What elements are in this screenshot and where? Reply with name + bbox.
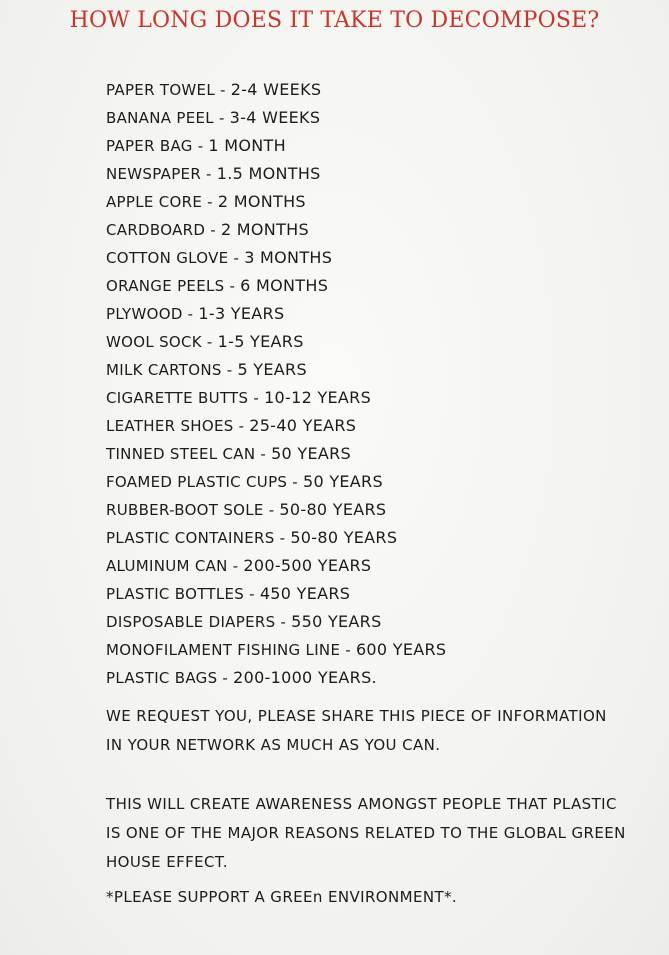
item-name: APPLE CORE [106,193,203,211]
item-duration: 6 MONTHS [240,276,329,295]
item-name: PAPER TOWEL [106,81,215,99]
item-separator: - [220,81,226,99]
list-item [106,583,446,611]
item-separator: - [222,669,229,687]
list-item [106,415,446,443]
item-name: NEWSPAPER [106,165,202,183]
item-duration: 2 MONTHS [220,220,309,239]
item-duration: 200-1000 YEARS. [233,668,377,687]
item-name: LEATHER SHOES [106,417,234,435]
item-name: RUBBER-BOOT SOLE [106,501,264,519]
item-duration: 450 YEARS [259,584,351,603]
item-separator: - [253,389,260,407]
item-duration: 50 YEARS [302,472,383,491]
item-name: DISPOSABLE DIAPERS [106,613,276,631]
item-duration: 10-12 YEARS [264,388,372,407]
item-name: ORANGE PEELS [106,277,225,295]
item-separator: - [226,361,233,379]
list-item [106,191,446,219]
item-name: PAPER BAG [106,137,193,155]
item-separator: - [206,333,213,351]
item-name: PLASTIC BOTTLES [106,585,245,603]
item-name: ALUMINUM CAN [106,557,228,575]
item-separator: - [233,249,240,267]
item-name: CIGARETTE BUTTS [106,389,249,407]
list-item [106,359,446,387]
list-item [106,79,446,107]
item-name: WOOL SOCK [106,333,202,351]
item-separator: - [279,529,286,547]
item-duration: 600 YEARS [355,640,447,659]
item-separator: - [229,277,236,295]
item-separator: - [238,417,245,435]
item-name: COTTON GLOVE [106,249,229,267]
item-duration: 1 MONTH [208,136,286,155]
page-title: HOW LONG DOES IT TAKE TO DECOMPOSE? [69,8,600,33]
list-item [106,499,446,527]
item-separator: - [232,557,239,575]
support-text: *PLEASE SUPPORT A GREEn ENVIRONMENT*. [106,888,458,906]
item-separator: - [218,109,225,127]
list-item [106,163,446,191]
list-item [106,555,446,583]
item-name: TINNED STEEL CAN [106,445,256,463]
list-item [106,387,446,415]
list-item [106,247,446,275]
item-name: MILK CARTONS [106,361,222,379]
item-duration: 2-4 WEEKS [230,80,322,99]
item-duration: 3-4 WEEKS [229,108,321,127]
list-item [106,471,446,499]
item-separator: - [268,501,275,519]
item-duration: 1.5 MONTHS [216,164,321,183]
item-duration: 50-80 YEARS [290,528,398,547]
list-item [106,527,446,555]
item-duration: 50 YEARS [271,444,352,463]
item-name: FOAMED PLASTIC CUPS [106,473,288,491]
item-separator: - [210,221,216,239]
share-request-text: WE REQUEST YOU, PLEASE SHARE THIS PIECE OF INFORMATION IN YOUR NETWORK AS MUCH AS YOU CAN. [106,707,607,754]
item-separator: - [260,445,267,463]
item-name: CARDBOARD [106,221,206,239]
item-separator: - [206,165,212,183]
item-name: PLASTIC CONTAINERS [106,529,275,547]
list-item [106,667,446,695]
item-duration: 2 MONTHS [217,192,306,211]
item-duration: 1-5 YEARS [217,332,304,351]
item-name: BANANA PEEL [106,109,214,127]
list-item [106,331,446,359]
item-duration: 3 MONTHS [244,248,333,267]
item-separator: - [345,641,351,659]
list-item [106,107,446,135]
list-item [106,303,446,331]
item-duration: 50-80 YEARS [279,500,387,519]
list-item [106,135,446,163]
list-item [106,219,446,247]
list-item [106,611,446,639]
item-separator: - [280,613,287,631]
item-separator: - [207,193,213,211]
list-item [106,275,446,303]
item-duration: 200-500 YEARS [243,556,372,575]
list-item [106,443,446,471]
item-duration: 1-3 YEARS [198,304,285,323]
item-name: PLYWOOD [106,305,183,323]
item-separator: - [292,473,298,491]
item-duration: 5 YEARS [237,360,307,379]
item-separator: - [249,585,255,603]
list-item [106,639,446,667]
item-duration: 550 YEARS [291,612,382,631]
decompose-list [106,79,446,695]
item-separator: - [197,137,204,155]
awareness-text: THIS WILL CREATE AWARENESS AMONGST PEOPLE THAT PLASTIC IS ONE OF THE MAJOR REASONS RELATED TO THE GLOBAL GREEN HOUSE EFFECT. [106,795,626,871]
item-separator: - [187,305,194,323]
item-duration: 25-40 YEARS [249,416,357,435]
item-name: MONOFILAMENT FISHING LINE [106,641,341,659]
item-name: PLASTIC BAGS [106,669,218,687]
